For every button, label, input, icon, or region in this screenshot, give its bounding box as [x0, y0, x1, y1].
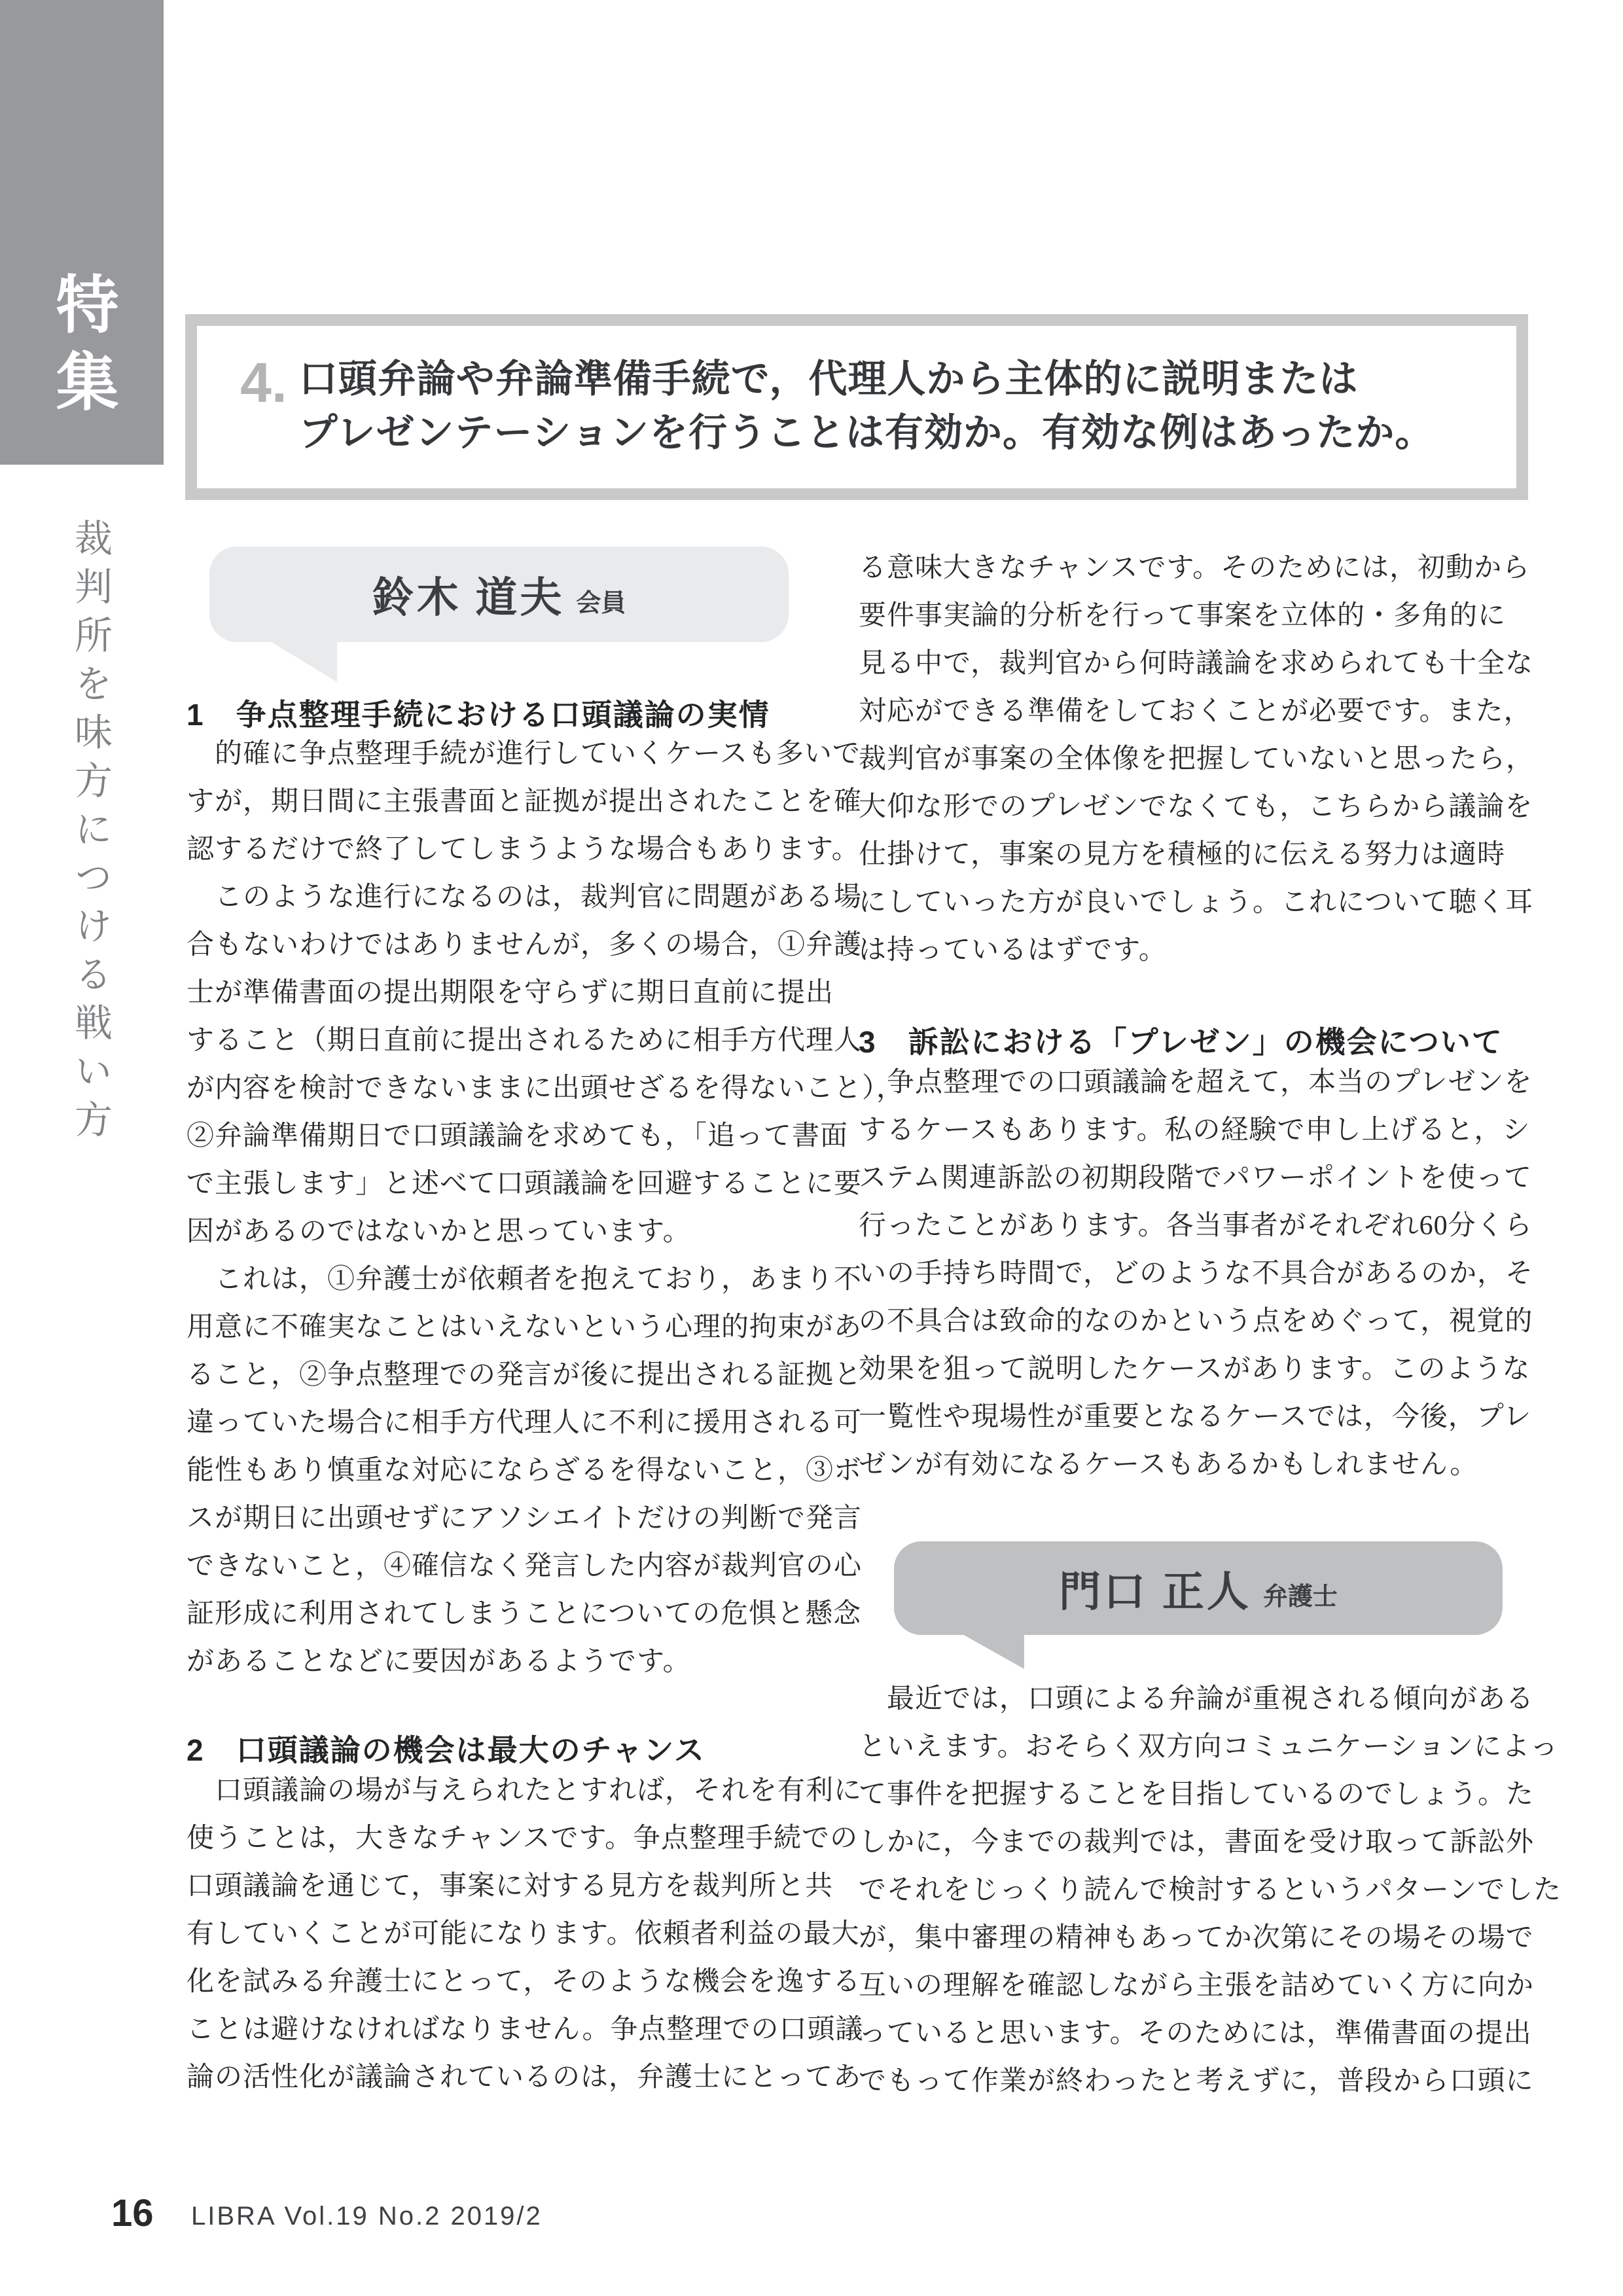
kadoguchi-paragraph-1: [859, 1676, 1562, 2106]
text-line: しかに，今までの裁判では，書面を受け取って訴訟外: [859, 1827, 1535, 1857]
section-2-heading: 2 口頭議論の機会は最大のチャンス: [187, 1733, 705, 1767]
question-number: 4.: [240, 351, 287, 414]
text-line: 見る中で，裁判官から何時議論を求められても十全な: [859, 649, 1534, 679]
section-1-paragraph-2: [187, 874, 905, 1256]
question-header-inner: [197, 326, 1516, 459]
text-line: 仕掛けて，事案の見方を積極的に伝える努力は適時: [859, 840, 1506, 870]
text-line: 用意に不確実なことはいえないという心理的拘束があ: [187, 1312, 863, 1342]
text-line: でもって作業が終わったと考えずに，普段から口頭に: [859, 2066, 1534, 2096]
text-line: 行ったことがあります。各当事者がそれぞれ60分くら: [859, 1211, 1533, 1241]
text-line: いの手持ち時間で，どのような不具合があるのか，そ: [859, 1259, 1534, 1289]
text-line: 最近では，口頭による弁論が重視される傾向がある: [859, 1684, 1535, 1714]
bubble-tail: [262, 636, 337, 682]
text-line: でそれをじっくり読んで検討するというパターンでした: [859, 1875, 1562, 1905]
text-line: は持っているはずです。: [859, 935, 1167, 965]
feature-tag-label: 特集: [47, 272, 117, 426]
question-title-line-1: 口頭弁論や弁論準備手続で，代理人から主体的に説明または: [298, 357, 1359, 401]
text-line: 論の活性化が議論されているのは，弁護士にとってあ: [187, 2062, 862, 2092]
question-title: [299, 352, 1435, 459]
text-line: これは，①弁護士が依頼者を抱えており，あまり不: [187, 1265, 863, 1295]
text-line: っていると思います。そのためには，準備書面の提出: [859, 2018, 1532, 2049]
text-line: で主張します」と述べて口頭議論を回避することに要: [187, 1169, 863, 1199]
text-line: 対応ができる準備をしておくことが必要です。また，: [859, 696, 1532, 726]
text-line: 証形成に利用されてしまうことについての危惧と懸念: [187, 1599, 862, 1629]
speaker-role: 会員: [576, 589, 626, 617]
speaker-name: 門口 正人: [1059, 1568, 1251, 1615]
text-line: が，集中審理の精神もあってか次第にその場その場で: [859, 1923, 1534, 1953]
text-line: すること（期日直前に提出されるために相手方代理人: [187, 1026, 863, 1056]
text-line: できないこと，④確信なく発言した内容が裁判官の心: [187, 1551, 863, 1581]
speaker-bubble-suzuki: [209, 547, 789, 642]
issue-label: LIBRA Vol.19 No.2 2019/2: [191, 2202, 543, 2231]
speaker-bubble-kadoguchi: [894, 1541, 1503, 1635]
section-3-paragraph-1: [859, 1059, 1534, 1489]
text-line: ことは避けなければなりません。争点整理での口頭議: [187, 2015, 864, 2045]
section-3-heading: 3 訴訟における「プレゼン」の機会について: [859, 1025, 1503, 1059]
text-line: 一覧性や現場性が重要となるケースでは，今後，プレ: [859, 1402, 1532, 1432]
bubble-tail-shape: [952, 1628, 1024, 1669]
text-line: 争点整理での口頭議論を超えて，本当のプレゼンを: [859, 1067, 1533, 1098]
text-line: 互いの理解を確認しながら主張を詰めていく方に向か: [859, 1971, 1535, 2001]
text-line: スが期日に出頭せずにアソシエイトだけの判断で発言: [187, 1503, 863, 1534]
text-line: といえます。おそらく双方向コミュニケーションによっ: [859, 1732, 1559, 1762]
text-line: ること，②争点整理での発言が後に提出される証拠と: [187, 1360, 863, 1390]
section-2-continuation: [859, 545, 1535, 975]
text-line: 的確に争点整理手続が進行していくケースも多いで: [187, 739, 861, 769]
question-header-box: [185, 314, 1528, 500]
text-line: 有していくことが可能になります。依頼者利益の最大: [187, 1919, 860, 1949]
text-line: 使うことは，大きなチャンスです。争点整理手続での: [187, 1823, 859, 1854]
question-title-line-2: プレゼンテーションを行うことは有効か。有効な例はあったか。: [298, 411, 1435, 454]
text-line: が内容を検討できないままに出頭せざるを得ないこと），: [187, 1073, 905, 1103]
speaker-role: 弁護士: [1262, 1583, 1338, 1611]
text-line: 裁判官が事案の全体像を把握していないと思ったら，: [859, 744, 1535, 774]
text-line: 能性もあり慎重な対応にならざるを得ないこと，③ボ: [187, 1456, 863, 1486]
text-line: 化を試みる弁護士にとって，そのような機会を逸する: [187, 1967, 861, 1997]
section-1-heading: 1 争点整理手続における口頭議論の実情: [187, 698, 770, 732]
text-line: するケースもあります。私の経験で申し上げると，シ: [859, 1115, 1531, 1145]
text-line: 違っていた場合に相手方代理人に不利に援用される可: [187, 1408, 863, 1438]
text-line: 士が準備書面の提出期限を守らずに期日直前に提出: [187, 978, 834, 1008]
speaker-name: 鈴木 道夫: [372, 574, 565, 621]
text-line: 大仰な形でのプレゼンでなくても，こちらから議論を: [859, 792, 1533, 822]
section-1-paragraph-1: [187, 730, 863, 874]
text-line: 口頭議論の場が与えられたとすれば，それを有利に: [187, 1776, 863, 1806]
text-line: 因があるのではないかと思っています。: [187, 1217, 691, 1247]
text-line: ゼンが有効になるケースもあるかもしれません。: [859, 1450, 1478, 1480]
text-line: があることなどに要因があるようです。: [187, 1647, 691, 1677]
text-line: て事件を把握することを目指しているのでしょう。た: [859, 1780, 1535, 1810]
text-line: ②弁論準備期日で口頭議論を求めても，「追って書面: [187, 1121, 849, 1151]
text-line: このような進行になるのは，裁判官に問題がある場: [187, 882, 863, 912]
bubble-tail: [952, 1628, 1024, 1669]
text-line: にしていった方が良いでしょう。これについて聴く耳: [859, 888, 1534, 918]
series-title-vertical: 裁判所を味方につける戦い方: [69, 518, 111, 1148]
section-1-paragraph-3: [187, 1256, 863, 1686]
section-2-paragraph-1: [187, 1767, 864, 2102]
text-line: 口頭議論を通じて，事案に対する見方を裁判所と共: [187, 1871, 834, 1901]
text-line: の不具合は致命的なのかという点をめぐって，視覚的: [859, 1306, 1533, 1336]
text-line: 要件事実論的分析を行って事案を立体的・多角的に: [859, 601, 1507, 631]
bubble-tail-shape: [262, 636, 337, 682]
text-line: すが，期日間に主張書面と証拠が提出されたことを確: [187, 787, 863, 817]
text-line: 合もないわけではありませんが，多くの場合，①弁護: [187, 930, 863, 960]
text-line: 認するだけで終了してしまうような場合もあります。: [187, 834, 860, 865]
text-line: ステム関連訴訟の初期段階でパワーポイントを使って: [859, 1163, 1533, 1193]
text-line: る意味大きなチャンスです。そのためには，初動から: [859, 553, 1531, 583]
text-line: 効果を狙って説明したケースがあります。このような: [859, 1354, 1531, 1384]
page-number: 16: [111, 2192, 154, 2234]
